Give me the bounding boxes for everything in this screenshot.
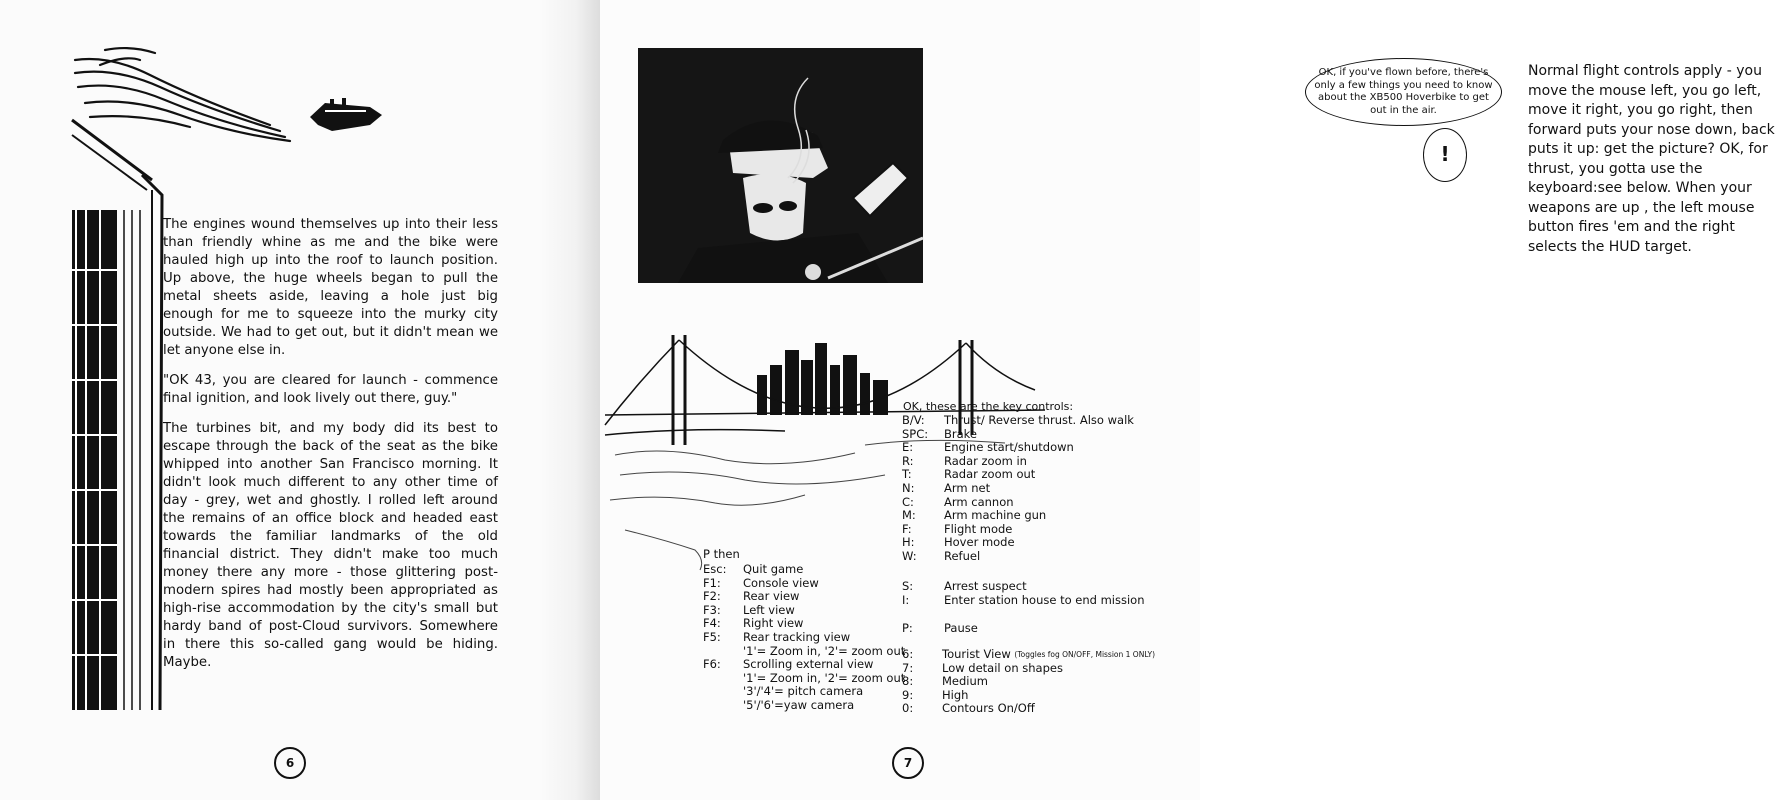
speech-bubble: OK, if you've flown before, there's only a few things you need to know about the XB500 Hoverbike to get out in the air.	[1305, 58, 1502, 126]
key-action: Console view	[743, 575, 819, 590]
launch-quote: "OK 43, you are cleared for launch - commence final ignition, and look lively out there, guy."	[163, 373, 498, 406]
key-row	[902, 523, 1134, 537]
key-row	[902, 648, 1155, 662]
key-label: 0:	[902, 701, 914, 716]
exclamation-bubble: !	[1423, 128, 1467, 182]
page-number: 7	[892, 747, 924, 779]
key-label: P:	[902, 621, 913, 635]
key-row	[902, 536, 1134, 550]
key-action: '1'= Zoom in, '2'= zoom out	[743, 670, 906, 685]
key-label: C:	[902, 494, 914, 509]
key-action: Radar zoom out	[944, 467, 1036, 482]
key-action: High	[942, 687, 969, 702]
main-key-controls	[902, 414, 1134, 564]
story-text	[163, 216, 498, 684]
key-label: N:	[902, 480, 915, 495]
key-row	[902, 689, 1155, 703]
key-row	[703, 645, 905, 659]
key-row	[902, 675, 1155, 689]
page-number: 6	[274, 747, 306, 779]
key-label: F6:	[703, 657, 721, 672]
key-row	[902, 414, 1134, 428]
flight-controls-text: Normal flight controls apply - you move the mouse left, you go left, move it right, you go right, then forward puts your nose down, back puts it up: get the picture? OK, for thrust, you gotta use the keyboard:see below. When your weapons are up , the left mouse button fires 'em and the right selects the HUD target.	[1528, 63, 1775, 255]
key-label: Esc:	[703, 562, 727, 576]
key-row	[902, 580, 1145, 594]
building-illustration	[72, 110, 172, 715]
key-action: Thrust/ Reverse thrust. Also walk	[944, 413, 1134, 427]
left-page	[0, 0, 600, 800]
key-row	[902, 482, 1134, 496]
key-action: Arm machine gun	[944, 508, 1047, 523]
key-row	[703, 631, 905, 645]
key-row	[902, 428, 1134, 442]
key-action: Quit game	[743, 562, 804, 576]
key-action: Rear tracking view	[743, 629, 851, 644]
key-label: R:	[902, 453, 914, 468]
key-row	[703, 577, 905, 591]
key-action: '3'/'4'= pitch camera	[743, 684, 864, 699]
key-label: F3:	[703, 602, 721, 617]
key-label: S:	[902, 579, 914, 593]
key-label: 7:	[902, 660, 914, 675]
key-controls-intro: OK, these are the key controls:	[903, 400, 1074, 413]
key-label: E:	[902, 440, 914, 455]
key-label: SPC:	[902, 426, 929, 441]
view-key-controls	[703, 563, 905, 713]
key-label: H:	[902, 535, 915, 550]
key-action: Arm net	[944, 480, 991, 495]
key-label: F5:	[703, 629, 721, 644]
key-label: I:	[902, 592, 910, 607]
key-action: Pause	[944, 621, 978, 635]
key-label	[703, 699, 743, 713]
right-page	[600, 0, 1775, 800]
key-row	[703, 699, 905, 713]
key-label: F:	[902, 521, 912, 536]
key-action: Left view	[743, 602, 795, 617]
key-row	[902, 468, 1134, 482]
key-row	[703, 590, 905, 604]
key-row	[902, 622, 978, 636]
key-label: 9:	[902, 687, 914, 702]
key-row	[902, 509, 1134, 523]
key-label: B/V:	[902, 413, 925, 427]
detail-key-controls	[902, 648, 1155, 716]
key-action: '5'/'6'=yaw camera	[743, 697, 855, 712]
key-label	[703, 685, 743, 699]
key-row	[703, 672, 905, 686]
key-row	[902, 496, 1134, 510]
key-row	[902, 702, 1155, 716]
story-paragraph: The turbines bit, and my body did its best to escape through the back of the seat as the bike whipped into another San Francisco morning. It didn't look much different to any other time of day - grey, wet and ghostly. I rolled left around the remains of an office block and headed east towards the familiar landmarks of the old financial district. They didn't make too much money there any more - those glittering post-modern spires had mostly been appropriated as high-rise accommodation by the city's small but hardy band of post-Cloud survivors. Somewhere in there this so-called gang would be hiding. Maybe.	[163, 421, 498, 670]
key-action: Right view	[743, 616, 804, 631]
key-row	[902, 662, 1155, 676]
key-label: F2:	[703, 589, 721, 604]
key-action: Flight mode	[944, 521, 1013, 536]
key-action: Arm cannon	[944, 494, 1014, 509]
mission-key-controls	[902, 580, 1145, 607]
key-label: F1:	[703, 575, 721, 590]
pilot-comic-panel	[638, 48, 923, 283]
key-label: W:	[902, 548, 917, 563]
key-action: Arrest suspect	[944, 579, 1027, 593]
key-action: Medium	[942, 674, 988, 689]
key-label: 8:	[902, 674, 914, 689]
key-label	[703, 645, 743, 659]
key-row	[703, 685, 905, 699]
key-label: T:	[902, 467, 912, 482]
key-action: Refuel	[944, 548, 981, 563]
key-row	[703, 617, 905, 631]
key-action: Hover mode	[944, 535, 1015, 550]
key-action: Rear view	[743, 589, 800, 604]
p-then-label: P then	[703, 547, 740, 561]
key-row	[902, 441, 1134, 455]
key-row	[703, 563, 905, 577]
key-label: M:	[902, 508, 916, 523]
key-action: '1'= Zoom in, '2'= zoom out	[743, 643, 906, 658]
pause-key-control	[902, 622, 978, 636]
key-row	[703, 658, 905, 672]
fog-note: (Toggles fog ON/OFF, Mission 1 ONLY)	[1014, 650, 1156, 659]
key-action: Brake	[944, 426, 977, 441]
key-action: Enter station house to end mission	[944, 592, 1145, 607]
key-row	[703, 604, 905, 618]
key-label	[703, 672, 743, 686]
key-action: Engine start/shutdown	[944, 440, 1074, 455]
key-action: Radar zoom in	[944, 453, 1027, 468]
key-action: Tourist View	[942, 647, 1011, 661]
key-action: Low detail on shapes	[942, 660, 1063, 675]
story-paragraph: The engines wound themselves up into their less than friendly whine as me and the bike were hauled high up into the roof to launch position. Up above, the huge wheels began to pull the metal sheets aside, leaving a hole just big enough for me to squeeze into the murky city outside. We had to get out, but it didn't mean we let anyone else in.	[163, 217, 498, 358]
key-row	[902, 550, 1134, 564]
key-action: Contours On/Off	[942, 701, 1035, 716]
key-label: 6:	[902, 647, 914, 661]
key-row	[902, 455, 1134, 469]
key-action: Scrolling external view	[743, 657, 874, 672]
key-row	[902, 594, 1145, 608]
key-label: F4:	[703, 616, 721, 631]
